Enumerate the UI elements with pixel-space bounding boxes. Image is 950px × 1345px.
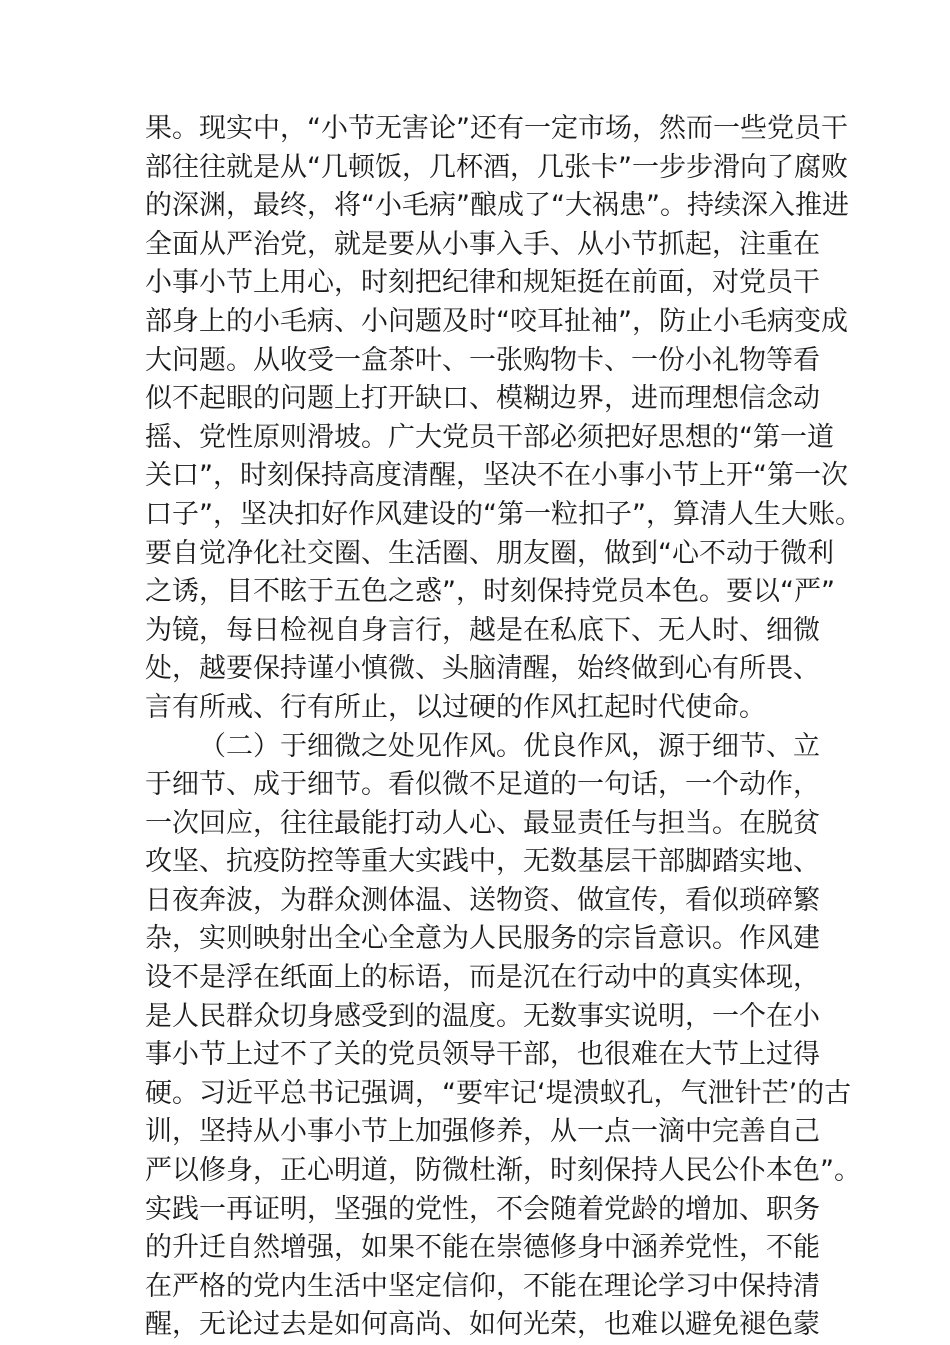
text-line: 全面从严治党，就是要从小事入手、从小节抓起，注重在 bbox=[145, 228, 820, 260]
text-line: 日夜奔波，为群众测体温、送物资、做宣传，看似琐碎繁 bbox=[145, 884, 820, 916]
text-line: 小事小节上用心，时刻把纪律和规矩挺在前面，对党员干 bbox=[145, 267, 820, 299]
text-line: 处，越要保持谨小慎微、头脑清醒，始终做到心有所畏、 bbox=[145, 653, 820, 685]
body-text bbox=[145, 110, 862, 1345]
text-line: 训，坚持从小事小节上加强修养，从一点一滴中完善自己 bbox=[145, 1116, 820, 1148]
text-line: 的升迁自然增强，如果不能在崇德修身中涵养党性，不能 bbox=[145, 1232, 820, 1264]
text-line: 关口”，时刻保持高度清醒，坚决不在小事小节上开“第一次 bbox=[145, 460, 848, 492]
text-line: 实践一再证明，坚强的党性，不会随着党龄的增加、职务 bbox=[145, 1193, 820, 1225]
text-line: 果。现实中，“小节无害论”还有一定市场，然而一些党员干 bbox=[145, 113, 848, 144]
text-line: 杂，实则映射出全心全意为人民服务的宗旨意识。作风建 bbox=[145, 923, 820, 955]
text-line: 似不起眼的问题上打开缺口、模糊边界，进而理想信念动 bbox=[145, 383, 820, 415]
text-line: 一次回应，往往最能打动人心、最显责任与担当。在脱贫 bbox=[145, 807, 820, 839]
section-heading-line: （二）于细微之处见作风。优良作风，源于细节、立 bbox=[199, 730, 820, 762]
text-line: 大问题。从收受一盒茶叶、一张购物卡、一份小礼物等看 bbox=[145, 344, 820, 376]
text-line: 事小节上过不了关的党员领导干部，也很难在大节上过得 bbox=[145, 1039, 820, 1071]
text-line: 的深渊，最终，将“小毛病”酿成了“大祸患”。持续深入推进 bbox=[145, 190, 849, 222]
text-line: 是人民群众切身感受到的温度。无数事实说明，一个在小 bbox=[145, 1000, 820, 1032]
text-line: 设不是浮在纸面上的标语，而是沉在行动中的真实体现， bbox=[145, 962, 820, 994]
text-line: 部身上的小毛病、小问题及时“咬耳扯袖”，防止小毛病变成 bbox=[145, 305, 848, 337]
text-line: 于细节、成于细节。看似微不足道的一句话，一个动作， bbox=[145, 769, 820, 801]
text-line: 为镜，每日检视自身言行，越是在私底下、无人时、细微 bbox=[145, 614, 820, 646]
text-line: 摇、党性原则滑坡。广大党员干部必须把好思想的“第一道 bbox=[145, 421, 834, 453]
text-line: 言有所戒、行有所止，以过硬的作风扛起时代使命。 bbox=[145, 691, 766, 723]
text-line: 严以修身，正心明道，防微杜渐，时刻保持人民公仆本色”。 bbox=[145, 1155, 861, 1187]
text-line: 硬。习近平总书记强调，“要牢记‘堤溃蚁孔，气泄针芒’的古 bbox=[145, 1077, 852, 1109]
text-line: 之诱，目不眩于五色之惑”，时刻保持党员本色。要以“严” bbox=[145, 576, 835, 608]
text-line: 口子”，坚决扣好作风建设的“第一粒扣子”，算清人生大账。 bbox=[145, 498, 862, 530]
text-line: 在严格的党内生活中坚定信仰，不能在理论学习中保持清 bbox=[145, 1270, 820, 1302]
text-line: 要自觉净化社交圈、生活圈、朋友圈，做到“心不动于微利 bbox=[145, 537, 834, 569]
text-line: 攻坚、抗疫防控等重大实践中，无数基层干部脚踏实地、 bbox=[145, 846, 820, 878]
text-line: 醒，无论过去是如何高尚、如何光荣，也难以避免褪色蒙 bbox=[145, 1309, 820, 1341]
text-line: 部往往就是从“几顿饭，几杯酒，几张卡”一步步滑向了腐败 bbox=[145, 151, 848, 183]
